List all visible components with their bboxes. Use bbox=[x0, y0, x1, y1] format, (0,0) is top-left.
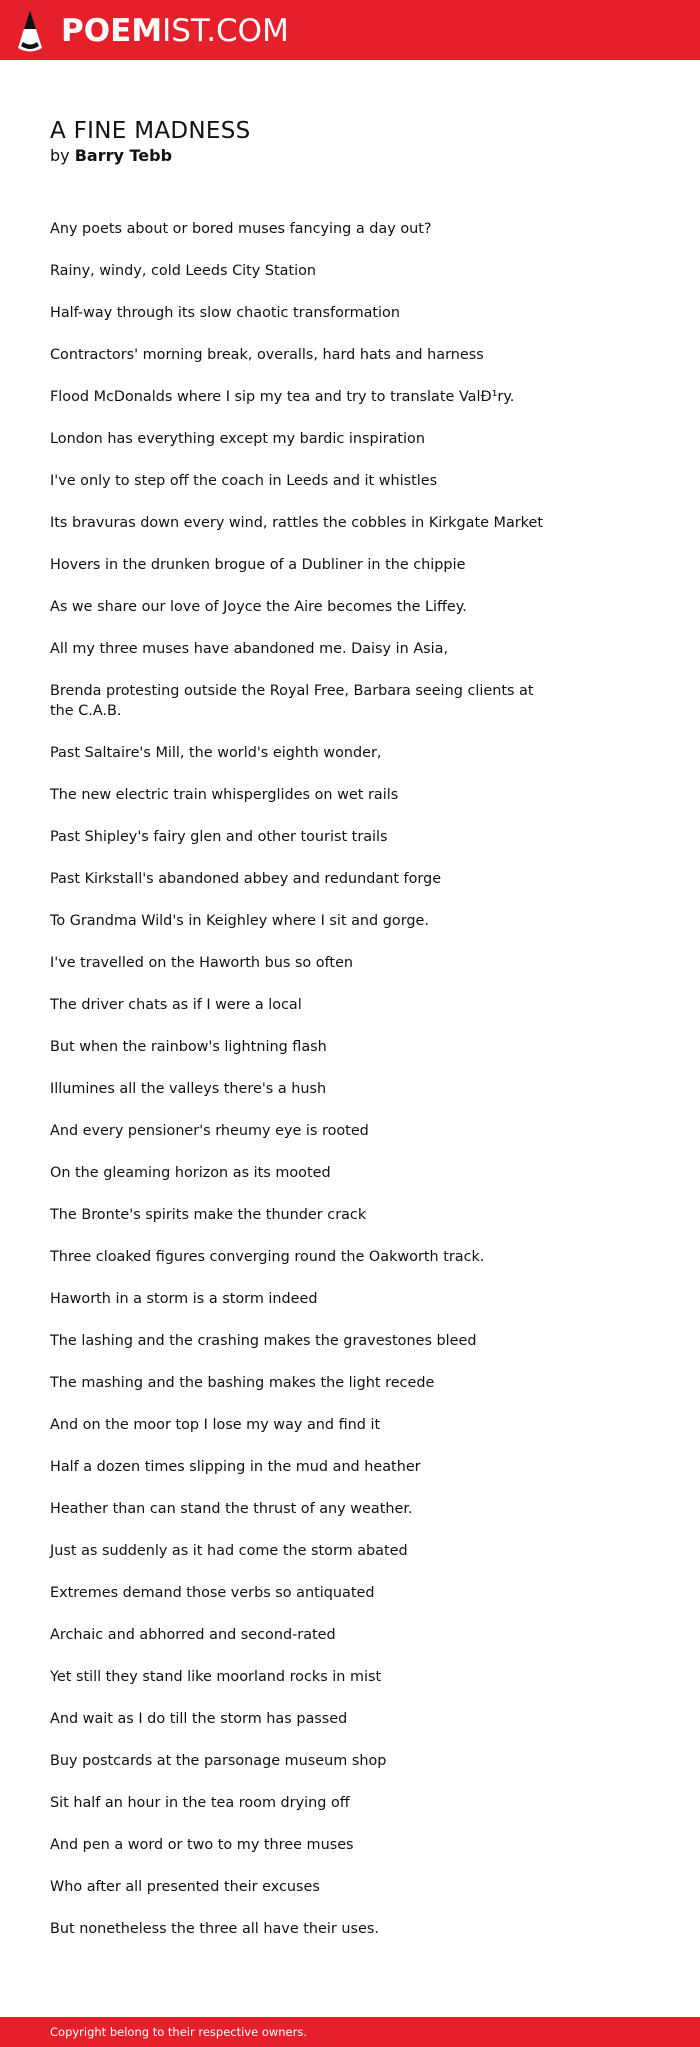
poem-line: Extremes demand those verbs so antiquated bbox=[50, 1585, 375, 1601]
copyright-notice: Copyright belong to their respective owners. bbox=[50, 2025, 308, 2039]
poem-line: Who after all presented their excuses bbox=[50, 1879, 320, 1895]
poem-line: Its bravuras down every wind, rattles the cobbles in Kirkgate Market bbox=[50, 515, 543, 531]
poem-line: But when the rainbow's lightning flash bbox=[50, 1039, 327, 1055]
poem-line: Contractors' morning break, overalls, hard hats and harness bbox=[50, 347, 484, 363]
poem-line: Flood McDonalds where I sip my tea and try to translate ValÐ¹ry. bbox=[50, 389, 515, 405]
poem-line: Past Saltaire's Mill, the world's eighth wonder, bbox=[50, 745, 382, 761]
poem-line: And every pensioner's rheumy eye is rooted bbox=[50, 1123, 369, 1139]
poem-line: The Bronte's spirits make the thunder crack bbox=[50, 1207, 367, 1223]
logo-text-strong: POEM bbox=[61, 13, 163, 49]
byline-prefix: by bbox=[50, 146, 70, 165]
poem-title: A FINE MADNESS bbox=[50, 118, 251, 144]
poem-line: Yet still they stand like moorland rocks in mist bbox=[50, 1669, 382, 1685]
poem-line: Buy postcards at the parsonage museum shop bbox=[50, 1753, 387, 1769]
poem-line: Rainy, windy, cold Leeds City Station bbox=[50, 263, 317, 279]
poem-line: The lashing and the crashing makes the gravestones bleed bbox=[50, 1333, 477, 1349]
poem-line: And wait as I do till the storm has passed bbox=[50, 1711, 348, 1727]
logo-text-light: IST.COM bbox=[162, 13, 289, 49]
poem-line: Heather than can stand the thrust of any weather. bbox=[50, 1501, 413, 1517]
poem-line: Any poets about or bored muses fancying a day out? bbox=[50, 221, 432, 237]
poem-line: All my three muses have abandoned me. Daisy in Asia, bbox=[50, 641, 449, 657]
site-logo[interactable] bbox=[61, 11, 289, 51]
site-footer bbox=[0, 2017, 700, 2047]
poem-line: To Grandma Wild's in Keighley where I sit and gorge. bbox=[50, 913, 429, 929]
poem-line: The mashing and the bashing makes the light recede bbox=[50, 1375, 435, 1391]
poem-line: And pen a word or two to my three muses bbox=[50, 1837, 354, 1853]
poem-line: I've travelled on the Haworth bus so often bbox=[50, 955, 354, 971]
poem-line: Three cloaked figures converging round the Oakworth track. bbox=[50, 1249, 485, 1265]
poem-line: The driver chats as if I were a local bbox=[50, 997, 302, 1013]
poem-line: As we share our love of Joyce the Aire becomes the Liffey. bbox=[50, 599, 467, 615]
site-header bbox=[0, 0, 700, 60]
poem-line: London has everything except my bardic inspiration bbox=[50, 431, 425, 447]
author-name[interactable]: Barry Tebb bbox=[74, 146, 173, 165]
poem-line: Past Kirkstall's abandoned abbey and redundant forge bbox=[50, 871, 442, 887]
poem-line: The new electric train whisperglides on wet rails bbox=[50, 787, 399, 803]
poem-line: Past Shipley's fairy glen and other tourist trails bbox=[50, 829, 388, 845]
poem-body bbox=[50, 219, 550, 1961]
poem-line: On the gleaming horizon as its mooted bbox=[50, 1165, 331, 1181]
byline bbox=[50, 146, 251, 166]
poem-line: Sit half an hour in the tea room drying off bbox=[50, 1795, 350, 1811]
poem-line: Just as suddenly as it had come the storm abated bbox=[50, 1543, 408, 1559]
poem-line: Illumines all the valleys there's a hush bbox=[50, 1081, 327, 1097]
poem-line: But nonetheless the three all have their uses. bbox=[50, 1921, 379, 1937]
poem-line: Hovers in the drunken brogue of a Dubliner in the chippie bbox=[50, 557, 466, 573]
poem-line: Haworth in a storm is a storm indeed bbox=[50, 1291, 318, 1307]
poem-line: I've only to step off the coach in Leeds and it whistles bbox=[50, 473, 438, 489]
poem-line: Brenda protesting outside the Royal Free, Barbara seeing clients at the C.A.B. bbox=[50, 683, 534, 719]
poem-heading bbox=[50, 116, 251, 166]
pen-nib-logo-icon[interactable] bbox=[16, 8, 44, 54]
poem-line: Half-way through its slow chaotic transformation bbox=[50, 305, 400, 321]
poem-line: And on the moor top I lose my way and find it bbox=[50, 1417, 381, 1433]
poem-line: Half a dozen times slipping in the mud and heather bbox=[50, 1459, 421, 1475]
poem-line: Archaic and abhorred and second-rated bbox=[50, 1627, 336, 1643]
